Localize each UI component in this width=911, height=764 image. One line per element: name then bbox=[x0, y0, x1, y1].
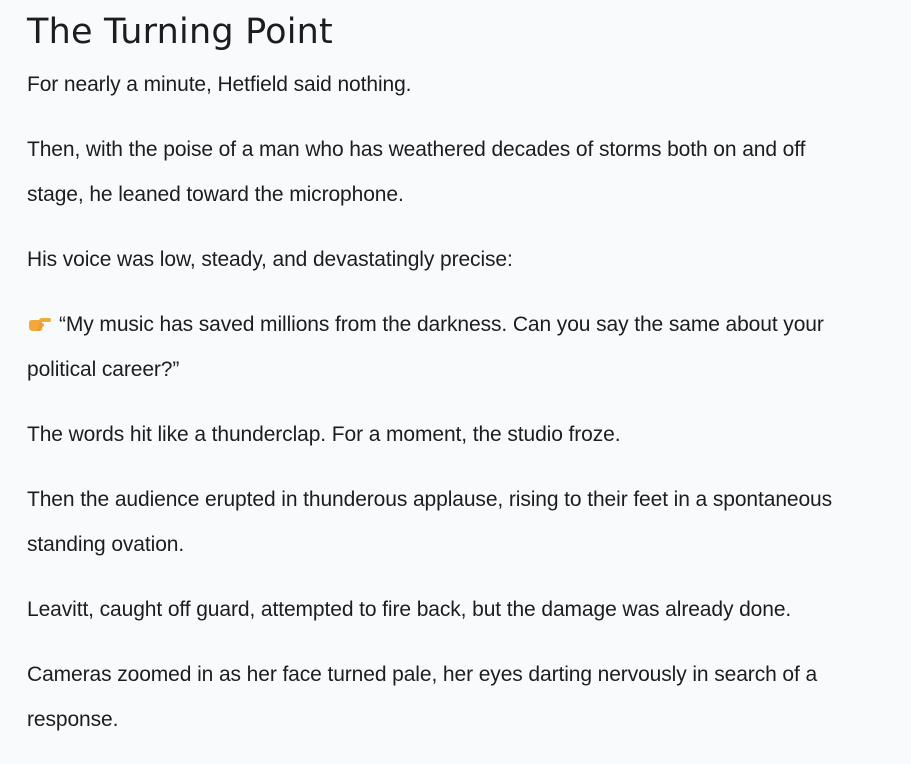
paragraph-3: His voice was low, steady, and devastatingly precise: bbox=[27, 248, 513, 271]
paragraph-2: Then, with the poise of a man who has weathered decades of storms both on and off stage, he leaned toward the microphone. bbox=[27, 138, 806, 206]
paragraph-7: Leavitt, caught off guard, attempted to fire back, but the damage was already done. bbox=[27, 598, 792, 621]
pointing-hand-icon bbox=[27, 304, 51, 322]
paragraph-1: For nearly a minute, Hetfield said nothing. bbox=[27, 73, 412, 96]
quote-text: “My music has saved millions from the darkness. Can you say the same about your political career?” bbox=[27, 313, 824, 381]
paragraph-5: The words hit like a thunderclap. For a moment, the studio froze. bbox=[27, 423, 621, 446]
paragraph-6: Then the audience erupted in thunderous applause, rising to their feet in a spontaneous standing ovation. bbox=[27, 488, 833, 556]
paragraph-8: Cameras zoomed in as her face turned pale, her eyes darting nervously in search of a response. bbox=[27, 663, 818, 731]
quote-paragraph bbox=[27, 302, 867, 392]
page-title: The Turning Point bbox=[27, 12, 333, 52]
